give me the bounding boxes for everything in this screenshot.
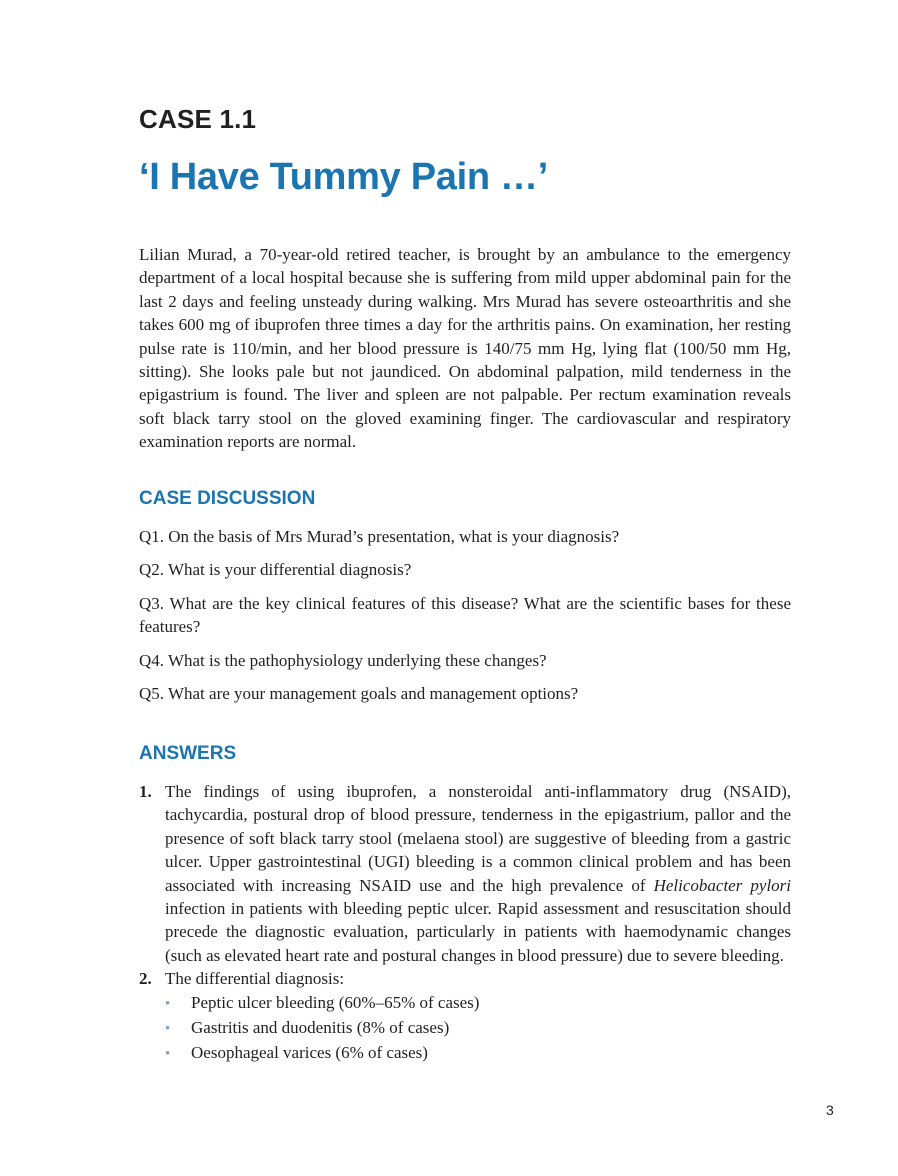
- case-intro: Lilian Murad, a 70-year-old retired teacher, is brought by an ambulance to the emergency department of a local hospital because she is suffering from mild upper abdominal pain for the last 2 days and feeling unsteady during walking. Mrs Murad has severe osteoarthritis and she takes 600 mg of ibuprofen three times a day for the arthritis pains. On examination, her resting pulse rate is 110/min, and her blood pressure is 140/75 mm Hg, lying flat (100/50 mm Hg, sitting). She looks pale but not jaundiced. On abdominal palpation, mild tenderness in the epigastrium is found. The liver and spleen are not palpable. Per rectum examination reveals soft black tarry stool on the gloved examining finger. The cardiovascular and respiratory examination reports are normal.: [139, 245, 791, 452]
- question-4: Q4. What is the pathophysiology underlying these changes?: [139, 651, 547, 670]
- answer-number: 2.: [139, 969, 152, 989]
- bullet-icon: •: [165, 995, 171, 1012]
- bullet-icon: •: [165, 1046, 171, 1063]
- case-label: CASE 1.1: [139, 104, 257, 134]
- answer-number: 1.: [139, 782, 152, 801]
- answer-text: The differential diagnosis:: [165, 969, 345, 989]
- list-item-text: Peptic ulcer bleeding (60%–65% of cases): [191, 992, 480, 1012]
- answers-heading: ANSWERS: [139, 743, 237, 764]
- case-discussion-heading: CASE DISCUSSION: [139, 488, 316, 509]
- list-item: [165, 991, 791, 1016]
- answer-text: infection in patients with bleeding peptic ulcer. Rapid assessment and resuscitation should precede the diagnostic evaluation, particularly in patients with haemodynamic changes (such as elevated heart rate and postural changes in blood pressure) due to severe bleeding.: [165, 899, 791, 965]
- question-1: Q1. On the basis of Mrs Murad’s presentation, what is your diagnosis?: [139, 527, 620, 546]
- question-2: Q2. What is your differential diagnosis?: [139, 560, 412, 579]
- answer-italic-term: Helicobacter pylori: [653, 875, 792, 895]
- list-item-text: Gastritis and duodenitis (8% of cases): [191, 1018, 450, 1038]
- answer-2: [139, 967, 791, 990]
- question-5: Q5. What are your management goals and management options?: [139, 684, 579, 703]
- answer-1: [139, 780, 791, 967]
- list-item: [165, 1016, 791, 1041]
- page-title: ‘I Have Tummy Pain …’: [139, 156, 549, 198]
- list-item-text: Oesophageal varices (6% of cases): [191, 1043, 428, 1063]
- answers-list: [139, 780, 791, 1067]
- question-3: Q3. What are the key clinical features of this disease? What are the scientific bases for these features?: [139, 594, 791, 637]
- page-number: 3: [826, 1102, 834, 1118]
- list-item: [165, 1041, 791, 1066]
- answer-text: The findings of using ibuprofen, a nonsteroidal anti-inflammatory drug (NSAID), tachycardia, postural drop of blood pressure, tenderness in the epigastrium, pallor and the presence of soft black tarry stool (melaena stool) are suggestive of bleeding from a gastric ulcer. Upper gastrointestinal (UGI) bleeding is a common clinical problem and has been associated with increasing NSAID use and the high prevalence of: [165, 782, 791, 895]
- differential-list: [139, 991, 791, 1067]
- bullet-icon: •: [165, 1021, 171, 1038]
